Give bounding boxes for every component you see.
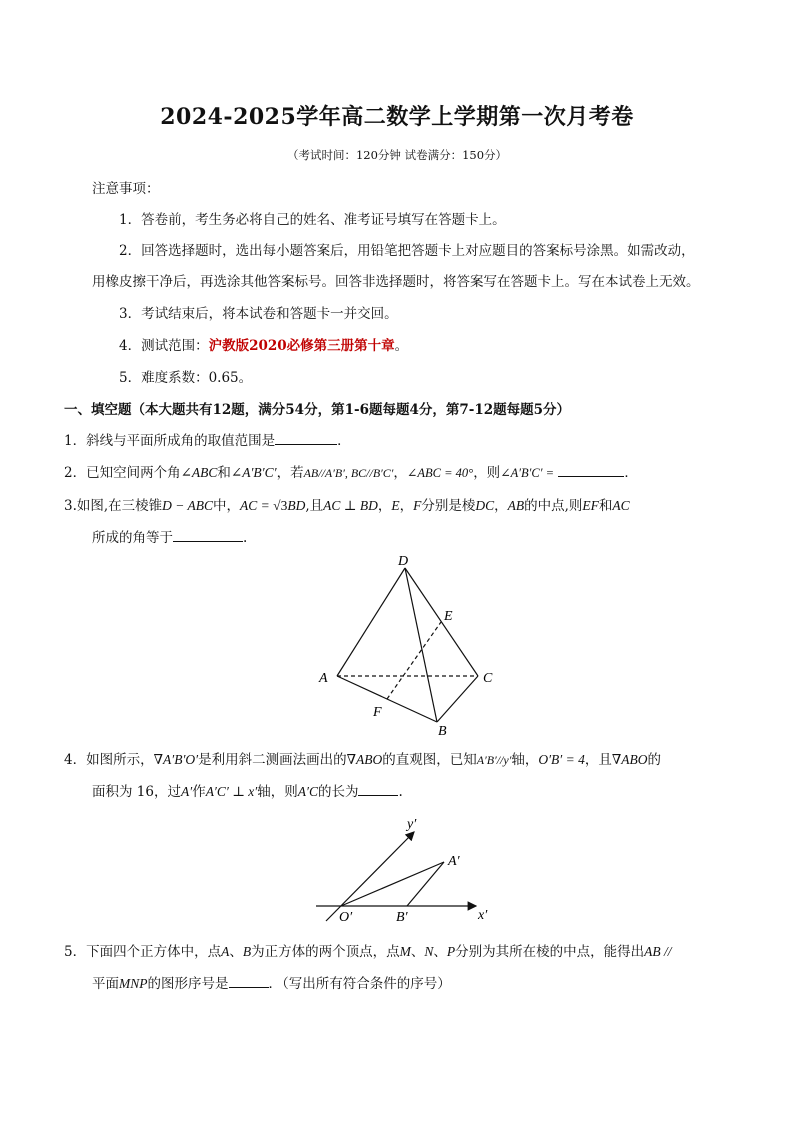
q3-answer-blank[interactable]: [173, 529, 243, 542]
question-3-line-2: [92, 526, 247, 546]
q4-l2-math-2: A′C′ ⊥ x′: [205, 784, 258, 799]
q2-math-5: ∠A′B′C′ =: [500, 466, 555, 480]
label-B: B: [438, 724, 447, 739]
note-4-prefix: 4．测试范围：: [119, 338, 209, 354]
label-O-prime: O′: [339, 910, 353, 925]
q3-math-7: AB: [507, 498, 525, 513]
q4-text-3: 的直观图，已知: [382, 752, 477, 768]
q3-text-6: 分别是棱: [421, 498, 476, 514]
note-2-line-1: 2．回答选择题时，选出每小题答案后，用铅笔把答题卡上对应题目的答案标号涂黑。如需改动，: [119, 243, 695, 259]
q3-math-9: AC: [612, 498, 630, 513]
q3-end: .: [243, 530, 248, 546]
segment-EF-hidden: [387, 622, 441, 699]
q5-l2-text-3: ．（写出所有符合条件的序号）: [268, 976, 451, 992]
exam-subtitle: （考试时间：120分钟 试卷满分：150分）: [286, 148, 508, 162]
question-2: [64, 461, 638, 481]
label-C: C: [483, 671, 493, 686]
q4-math-2: ∇ABO: [346, 752, 383, 767]
q3-line-2-text: 所成的角等于: [92, 530, 173, 546]
q4-l2-text-4: 的长为: [317, 784, 359, 800]
note-1: 1．答卷前，考生务必将自己的姓名、准考证号填写在答题卡上。: [119, 212, 506, 228]
label-x-prime: x′: [478, 908, 488, 923]
q3-text-8: 的中点,则: [524, 498, 583, 514]
q5-l2-math: MNP: [119, 976, 148, 991]
q5-text-6: 分别为其所在棱的中点，能得出: [455, 944, 645, 960]
q5-l2-text-2: 的图形序号是: [147, 976, 229, 992]
q4-math-5: ∇ABO: [611, 752, 648, 767]
label-B-prime: B′: [396, 910, 408, 925]
q4-text-2: 是利用斜二测画法画出的: [198, 752, 347, 768]
q4-answer-blank[interactable]: [358, 783, 398, 796]
q2-text-1: 2．已知空间两个角: [64, 465, 181, 481]
label-A: A: [319, 671, 328, 686]
q2-text-2: 和: [217, 465, 231, 481]
note-3: 3．考试结束后，将本试卷和答题卡一并交回。: [119, 306, 398, 322]
question-5: [64, 940, 671, 960]
q3-text-3: ,且: [305, 498, 324, 514]
q4-text-1: 4．如图所示，: [64, 752, 154, 768]
q3-text-2: 中，: [213, 498, 241, 514]
label-E: E: [444, 609, 453, 624]
q3-math-8: EF: [582, 498, 599, 513]
q2-math-3: AB//A′B′, BC//B′C′: [303, 466, 394, 480]
q5-text-2: 、: [229, 944, 243, 960]
q2-text-3: ，若: [276, 465, 304, 481]
q3-math-4: E: [391, 498, 400, 513]
question-5-line-2: [92, 972, 451, 992]
q5-math-3: M: [399, 944, 411, 959]
q3-math-5: F: [413, 498, 422, 513]
q5-math-1: A: [221, 944, 230, 959]
q5-answer-blank[interactable]: [229, 975, 269, 988]
q4-math-4: O′B′ = 4: [538, 752, 585, 767]
label-F: F: [373, 705, 382, 720]
q3-math-6: DC: [475, 498, 495, 513]
edge-BC: [437, 676, 478, 722]
q2-end: ．: [624, 465, 638, 481]
label-D: D: [398, 554, 409, 569]
q4-text-6: 的: [647, 752, 662, 768]
q4-l2-text-2: 作: [192, 784, 206, 800]
q4-math-1: ∇A′B′O′: [153, 752, 199, 767]
q3-text-7: ，: [494, 498, 508, 514]
q2-math-1: ∠ABC: [180, 465, 218, 480]
q3-text-9: 和: [598, 498, 613, 514]
q1-answer-blank[interactable]: [275, 432, 337, 445]
q4-text-5: ，且: [584, 752, 612, 768]
q5-math-2: B: [242, 944, 252, 959]
q4-math-3: A′B′//y′: [476, 753, 512, 767]
note-2-line-2: 用橡皮擦干净后，再选涂其他答案标号。回答非选择题时，将答案写在答题卡上。写在本试卷上无效。: [92, 274, 700, 290]
q4-l2-text-1: 面积为 16，过: [92, 784, 181, 800]
q3-text-5: ，: [399, 498, 414, 514]
q2-answer-blank[interactable]: [558, 464, 624, 477]
note-5: 5．难度系数：0.65。: [119, 370, 253, 386]
test-range: 沪教版2020必修第三册第十章: [208, 338, 395, 354]
axes-figure: [310, 808, 500, 928]
q5-text-1: 5．下面四个正方体中，点: [64, 944, 222, 960]
q3-text-4: ，: [377, 498, 392, 514]
question-4: [64, 748, 661, 768]
q3-sqrt3: √3: [273, 498, 288, 513]
q5-text-4: 、: [410, 944, 425, 960]
label-y-prime: y′: [407, 817, 417, 832]
q2-text-5: ，则: [473, 465, 501, 481]
question-3: [64, 494, 630, 514]
q3-math-1: D − ABC: [162, 498, 214, 513]
question-1: [64, 429, 351, 449]
q5-math-4: N: [424, 944, 434, 959]
section-heading: 一、填空题（本大题共有12题，满分54分，第1-6题每题4分，第7-12题每题5分）: [64, 402, 571, 418]
edge-DA: [337, 568, 405, 676]
note-4-suffix: 。: [394, 338, 409, 354]
q4-text-4: 轴，: [511, 752, 539, 768]
q5-math-6: AB //: [644, 944, 672, 959]
q5-math-5: P: [446, 944, 456, 959]
note-4: [119, 334, 408, 354]
question-4-line-2: [92, 780, 403, 800]
q4-l2-math-3: A′C: [297, 784, 318, 799]
q1-end: ．: [337, 433, 351, 449]
y-axis: [326, 832, 414, 921]
q2-math-2: ∠A′B′C′: [230, 465, 277, 480]
q4-end: .: [398, 784, 403, 800]
q4-l2-text-3: 轴，则: [257, 784, 298, 800]
segment-OA: [341, 862, 444, 906]
q5-l2-text-1: 平面: [92, 976, 119, 992]
q5-text-5: 、: [433, 944, 447, 960]
q3-math-3: AC ⊥ BD: [323, 498, 378, 513]
label-A-prime: A′: [448, 854, 460, 869]
q3-text-1: 3.如图,在三棱锥: [64, 498, 163, 514]
q3-math-2c: BD: [287, 498, 306, 513]
tetrahedron-figure: [300, 550, 510, 745]
q5-text-3: 为正方体的两个顶点，点: [251, 944, 400, 960]
q3-math-2a: AC =: [240, 498, 274, 513]
segment-AB: [407, 862, 444, 906]
q1-text: 1．斜线与平面所成角的取值范围是: [64, 433, 276, 449]
notes-heading: 注意事项：: [92, 181, 160, 197]
q2-math-4: ∠ABC = 40°: [406, 466, 474, 480]
exam-title: 2024-2025学年高二数学上学期第一次月考卷: [160, 104, 634, 130]
q4-l2-math-1: A′: [180, 784, 193, 799]
q2-text-4: ，: [393, 465, 407, 481]
